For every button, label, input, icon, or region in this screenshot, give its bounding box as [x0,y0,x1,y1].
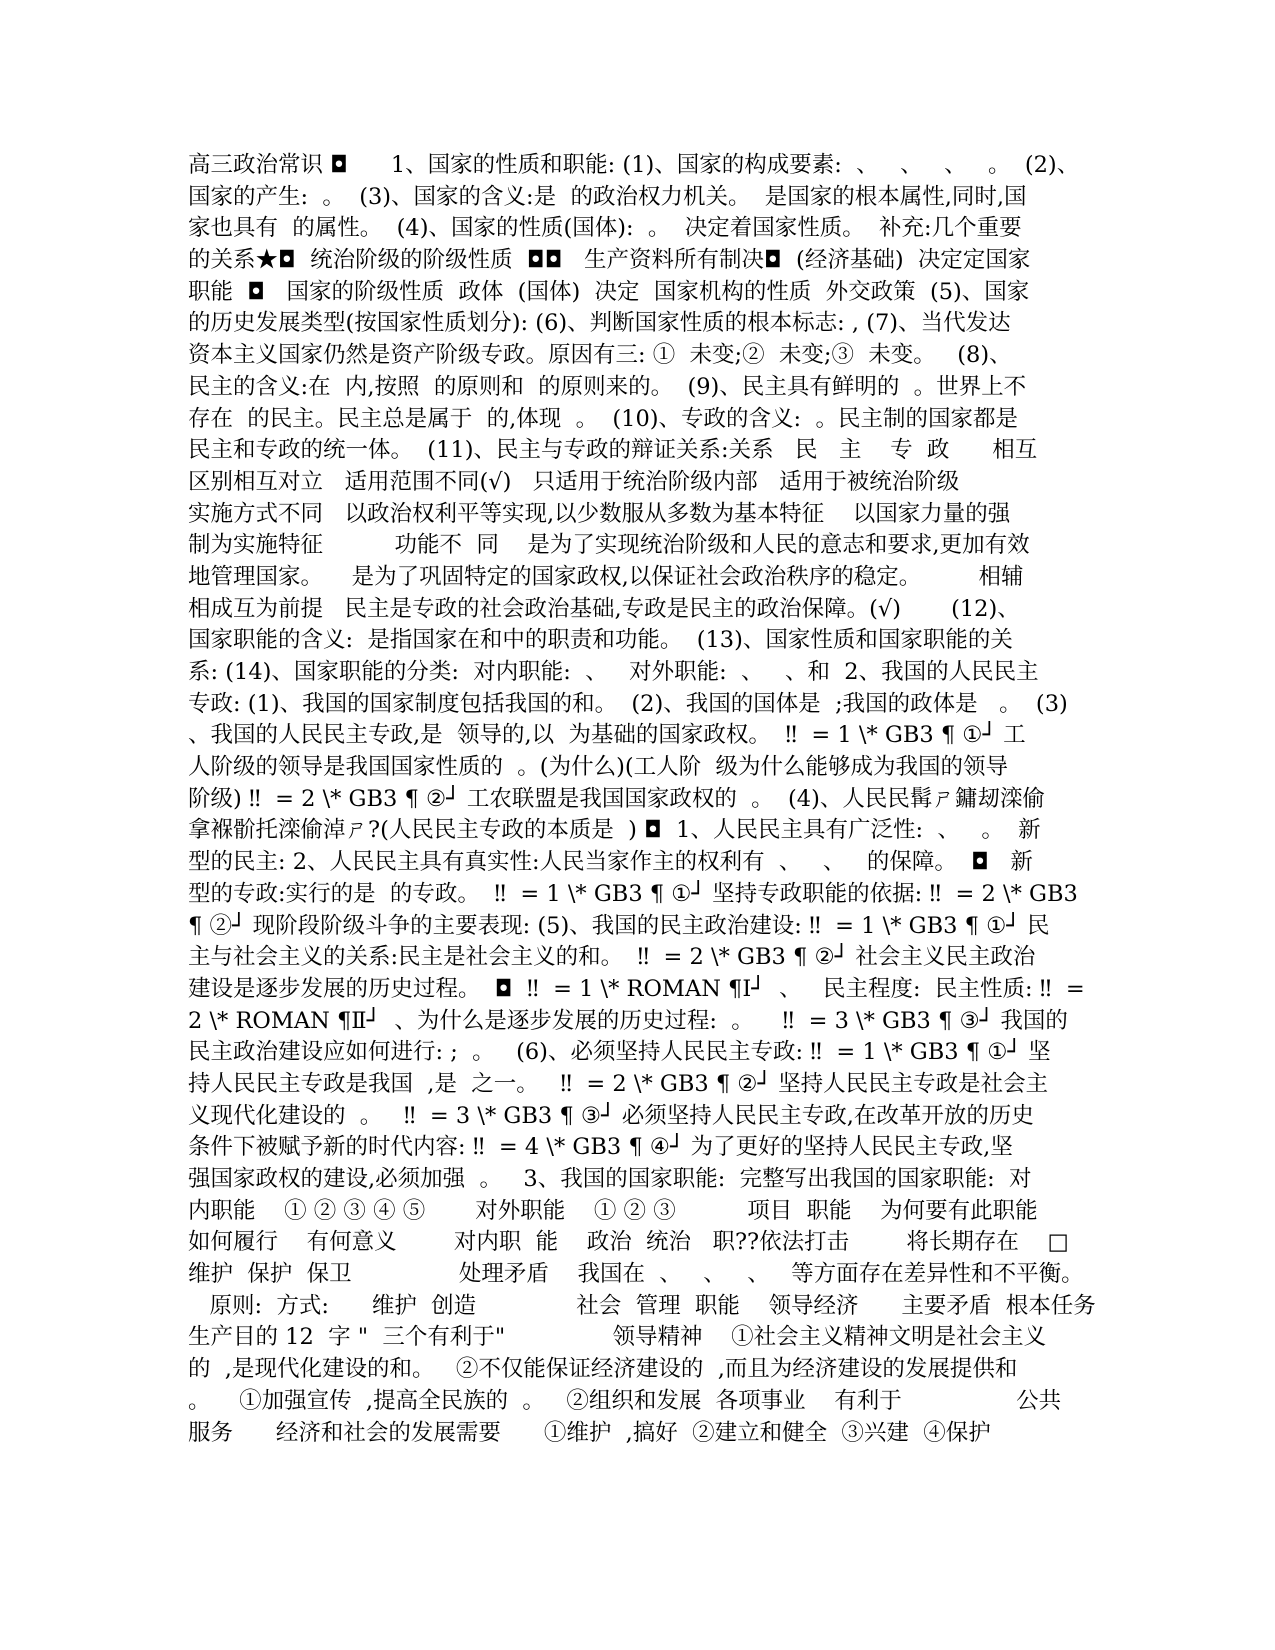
text-line: 的历史发展类型(按国家性质划分): (6)、判断国家性质的根本标志: , (7)、当代发达 [188,310,1011,337]
text-line: 民主和专政的统一体。 (11)、民主与专政的辩证关系:关系 民 主 专 政 相互 [188,437,1038,464]
text-line: 专政: (1)、我国的国家制度包括我国的和。 (2)、我国的国体是 ;我国的政体是 。 (3) [188,690,1068,717]
text-line: 持人民民主专政是我国 ,是 之一。 ‼ = 2 \* GB3 ¶ ②┘ 坚持人民民主专政是社会主 [188,1070,1049,1097]
text-line: 民主的含义:在 内,按照 的原则和 的原则来的。 (9)、民主具有鲜明的 。世界上不 [188,373,1027,400]
text-line: 地管理国家。 是为了巩固特定的国家政权,以保证社会政治秩序的稳定。 相辅 [188,563,1024,590]
text-line: 资本主义国家仍然是资产阶级专政。原因有三: ① 未变;② 未变;③ 未变。 (8)、 [188,342,1012,369]
text-line: 原则: 方式: 维护 创造 社会 管理 职能 领导经济 主要矛盾 根本任务 [188,1292,1096,1319]
text-line: 的关系★◘ 统治阶级的阶级性质 ◘◘ 生产资料所有制决◘ (经济基础) 决定定国家 [188,247,1031,274]
text-line: 维护 保护 保卫 处理矛盾 我国在 、 、 、 等方面存在差异性和不平衡。 [188,1261,1084,1288]
text-line: 条件下被赋予新的时代内容: ‼ = 4 \* GB3 ¶ ④┘ 为了更好的坚持人民民主专政,坚 [188,1134,1013,1161]
text-line: 内职能 ① ② ③ ④ ⑤ 对外职能 ① ② ③ 项目 职能 为何要有此职能 [188,1197,1038,1224]
text-line: 阶级) ‼ = 2 \* GB3 ¶ ②┘ 工农联盟是我国国家政权的 。 (4)、人民民髯ㄕ鏞刼滦偷 [188,785,1045,812]
text-line: 生产目的 12 字 " 三个有利于" 领导精神 ①社会主义精神文明是社会主义 [188,1324,1047,1351]
text-line: ¶ ②┘ 现阶段阶级斗争的主要表现: (5)、我国的民主政治建设: ‼ = 1 \* GB3 ¶ ①┘ 民 [188,912,1050,939]
text-line: 系: (14)、国家职能的分类: 对内职能: 、 对外职能: 、 、和 2、我国的人民民主 [188,659,1039,685]
text-line: 民主政治建设应如何进行: ; 。 (6)、必须坚持人民民主专政: ‼ = 1 \* GB3 ¶ ①┘ 坚 [188,1039,1051,1066]
text-line: 、我国的人民民主专政,是 领导的,以 为基础的国家政权。 ‼ = 1 \* GB3 ¶ ①┘ 工 [188,722,1026,749]
text-line: 。 ①加强宣传 ,提高全民族的 。 ②组织和发展 各项事业 有利于 公共 [188,1387,1062,1414]
text-line: 如何履行 有何意义 对内职 能 政治 统治 职??依法打击 将长期存在 □ [188,1229,1069,1256]
text-line: 家也具有 的属性。 (4)、国家的性质(国体): 。 决定着国家性质。 补充:几个重要 [188,215,1022,242]
text-line: 职能 ◘ 国家的阶级性质 政体 (国体) 决定 国家机构的性质 外交政策 (5)、国家 [188,278,1030,305]
text-line: 区别相互对立 适用范围不同(√) 只适用于统治阶级内部 适用于被统治阶级 [188,468,960,495]
text-line: 拿褓骱托滦偷淖ㄕ?(人民民主专政的本质是 ) ◘ 1、人民民主具有广泛性: 、 。 新 [188,817,1041,844]
text-line: 强国家政权的建设,必须加强 。 3、我国的国家职能: 完整写出我国的国家职能: 对 [188,1166,1032,1192]
text-line: 主与社会主义的关系:民主是社会主义的和。 ‼ = 2 \* GB3 ¶ ②┘ 社会主义民主政治 [188,944,1036,971]
text-line: 存在 的民主。民主总是属于 的,体现 。 (10)、专政的含义: 。民主制的国家都是 [188,405,1018,432]
text-line: 国家职能的含义: 是指国家在和中的职责和功能。 (13)、国家性质和国家职能的关 [188,627,1013,654]
text-line: 人阶级的领导是我国国家性质的 。(为什么)(工人阶 级为什么能够成为我国的领导 [188,754,1008,781]
text-line: 建设是逐步发展的历史过程。 ◘ ‼ = 1 \* ROMAN ¶Ⅰ┘ 、 民主程度: 民主性质: ‼ = [188,975,1085,1002]
body-text [188,150,1108,1449]
text-line: 制为实施特征 功能不 同 是为了实现统治阶级和人民的意志和要求,更加有效 [188,532,1030,559]
text-line: 国家的产生: 。 (3)、国家的含义:是 的政治权力机关。 是国家的根本属性,同时,国 [188,183,1027,210]
text-line: 型的民主: 2、人民民主具有真实性:人民当家作主的权利有 、 、 的保障。 ◘ 新 [188,849,1033,876]
text-line: 相成互为前提 民主是专政的社会政治基础,专政是民主的政治保障。(√) (12)、 [188,595,1020,622]
text-line: 的 ,是现代化建设的和。 ②不仅能保证经济建设的 ,而且为经济建设的发展提供和 [188,1356,1018,1383]
text-line: 义现代化建设的 。 ‼ = 3 \* GB3 ¶ ③┘ 必须坚持人民民主专政,在改革开放的历史 [188,1102,1034,1129]
text-line: 实施方式不同 以政治权利平等实现,以少数服从多数为基本特征 以国家力量的强 [188,500,1011,527]
text-line: 型的专政:实行的是 的专政。 ‼ = 1 \* GB3 ¶ ①┘ 坚持专政职能的依据: ‼ = 2 \* GB3 [188,880,1078,907]
text-line: 服务 经济和社会的发展需要 ①维护 ,搞好 ②建立和健全 ③兴建 ④保护 [188,1419,991,1446]
text-line: 2 \* ROMAN ¶Ⅱ┘ 、为什么是逐步发展的历史过程: 。 ‼ = 3 \* GB3 ¶ ③┘ 我国的 [188,1007,1068,1034]
text-line: 高三政治常识 ◘ 1、国家的性质和职能: (1)、国家的构成要素: 、 、 、 。 (2)、 [188,152,1080,178]
